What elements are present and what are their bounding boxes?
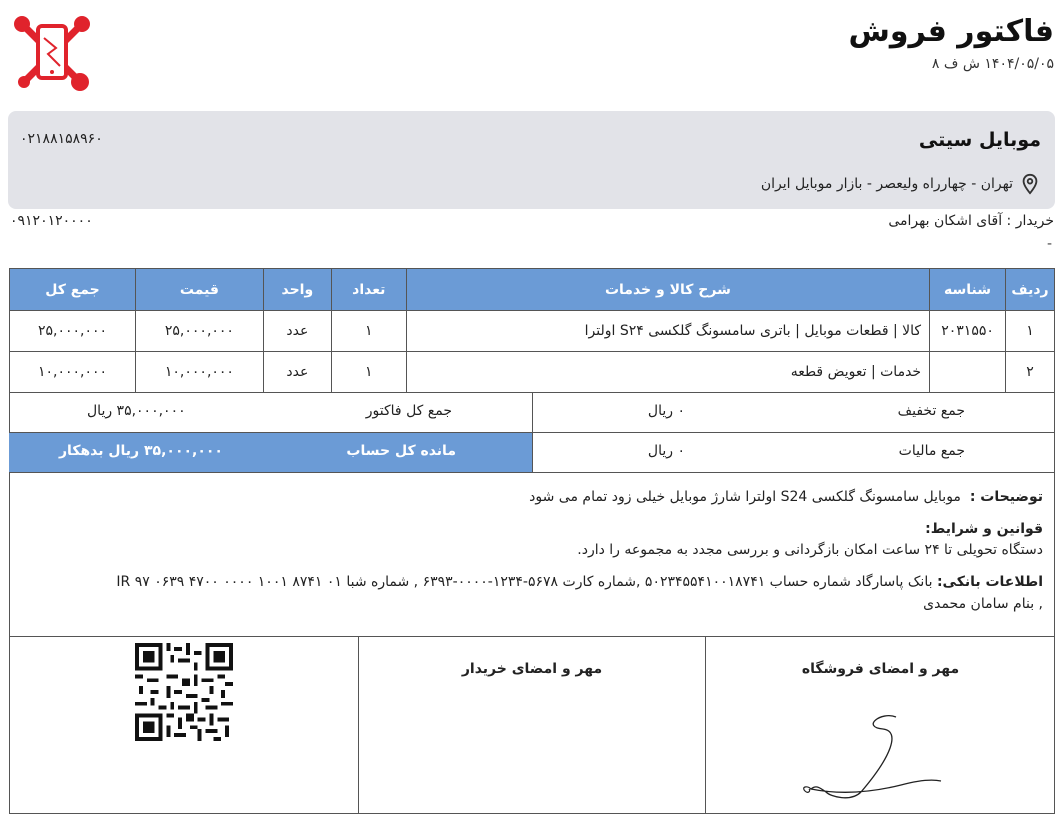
discount-label: جمع تخفیف <box>897 403 965 419</box>
invoice-header <box>0 0 1064 105</box>
balance-cell <box>9 433 533 473</box>
tax-total-cell <box>533 433 1055 473</box>
items-table <box>9 268 1055 393</box>
cell-id: ۲۰۳۱۵۵۰ <box>930 311 1006 352</box>
seller-name: موبایل سیتی <box>918 129 1041 151</box>
tax-label: جمع مالیات <box>898 443 965 459</box>
seller-signature-area <box>706 637 1055 814</box>
cell-price: ۲۵,۰۰۰,۰۰۰ <box>135 311 263 352</box>
col-header-quantity: تعداد <box>331 269 406 311</box>
cell-row-number: ۱ <box>1006 311 1055 352</box>
tax-value: ۰ ریال <box>647 443 685 459</box>
description-row <box>21 487 1043 509</box>
seller-phone: ۰۲۱۸۸۱۵۸۹۶۰ <box>20 131 103 147</box>
table-header-row <box>10 269 1055 311</box>
cell-quantity: ۱ <box>331 352 406 393</box>
phone-repair-icon <box>12 14 92 92</box>
seller-address <box>761 173 1041 195</box>
buyer-phone: ۰۹۱۲۰۱۲۰۰۰۰ <box>10 213 93 229</box>
invoice-total-value: ۳۵,۰۰۰,۰۰۰ ریال <box>87 403 186 419</box>
description-text: موبایل سامسونگ گلکسی S24 اولترا شارژ موبایل خیلی زود تمام می شود <box>529 489 961 505</box>
bank-text: بانک پاسارگاد شماره حساب ۵۰۲۳۴۵۵۴۱۰۰۱۸۷۴۱ ,شماره کارت ۵۶۷۸-۱۲۳۴-۰۰۰۰-۶۳۹۳ , شماره شبا IR ۹۷ ۰۶۳۹ ۴۷۰۰ ۰۰۰۰ ۱۰۰۱ ۸۷۴۱ ۰۱ <box>116 574 933 591</box>
balance-value: ۳۵,۰۰۰,۰۰۰ ریال بدهکار <box>59 443 223 459</box>
cell-id <box>930 352 1006 393</box>
table-row <box>10 311 1055 352</box>
bank-owner: , بنام سامان محمدی <box>923 595 1043 612</box>
invoice-date: ۱۴۰۴/۰۵/۰۵ ش ف ۸ <box>931 56 1054 72</box>
bank-label: اطلاعات بانکی: <box>936 574 1043 591</box>
description-label: توضیحات : <box>969 489 1043 505</box>
cell-unit: عدد <box>263 311 331 352</box>
cell-unit: عدد <box>263 352 331 393</box>
bank-info-block <box>21 572 1043 615</box>
balance-label: مانده کل حساب <box>346 443 456 459</box>
buyer-extra: - <box>1046 236 1052 252</box>
handwritten-signature <box>791 697 961 807</box>
cell-total: ۱۰,۰۰۰,۰۰۰ <box>10 352 136 393</box>
col-header-row-number: ردیف <box>1006 269 1055 311</box>
col-header-price: قیمت <box>135 269 263 311</box>
cell-description: کالا | قطعات موبایل | باتری سامسونگ گلکسی S۲۴ اولترا <box>406 311 929 352</box>
buyer-name: خریدار : آقای اشکان بهرامی <box>888 213 1054 229</box>
col-header-total: جمع کل <box>10 269 136 311</box>
discount-total-cell <box>533 393 1055 433</box>
invoice-title: فاکتور فروش <box>848 14 1054 49</box>
discount-value: ۰ ریال <box>647 403 685 419</box>
col-header-description: شرح کالا و خدمات <box>406 269 929 311</box>
cell-quantity: ۱ <box>331 311 406 352</box>
cell-row-number: ۲ <box>1006 352 1055 393</box>
terms-label: قوانین و شرایط: <box>925 520 1043 537</box>
invoice-total-label: جمع کل فاکتور <box>365 403 452 419</box>
cell-description: خدمات | تعویض قطعه <box>406 352 929 393</box>
terms-block <box>21 519 1043 562</box>
notes-section <box>9 473 1055 637</box>
seller-info-panel <box>8 111 1055 209</box>
col-header-unit: واحد <box>263 269 331 311</box>
seller-address-text: تهران - چهارراه ولیعصر - بازار موبایل ایران <box>760 176 1013 192</box>
terms-text: دستگاه تحویلی تا ۲۴ ساعت امکان بازگردانی و بررسی مجدد به مجموعه را دارد. <box>577 542 1043 559</box>
buyer-signature-area <box>358 637 706 814</box>
totals-section <box>9 393 1055 473</box>
col-header-id: شناسه <box>930 269 1006 311</box>
seller-signature-label: مهر و امضای فروشگاه <box>801 661 960 677</box>
cell-total: ۲۵,۰۰۰,۰۰۰ <box>10 311 136 352</box>
location-pin-icon <box>1019 173 1041 195</box>
qr-code-icon <box>135 643 233 741</box>
qr-area <box>9 637 358 814</box>
invoice-total-cell <box>9 393 533 433</box>
buyer-signature-label: مهر و امضای خریدار <box>461 661 603 677</box>
cell-price: ۱۰,۰۰۰,۰۰۰ <box>135 352 263 393</box>
table-row <box>10 352 1055 393</box>
